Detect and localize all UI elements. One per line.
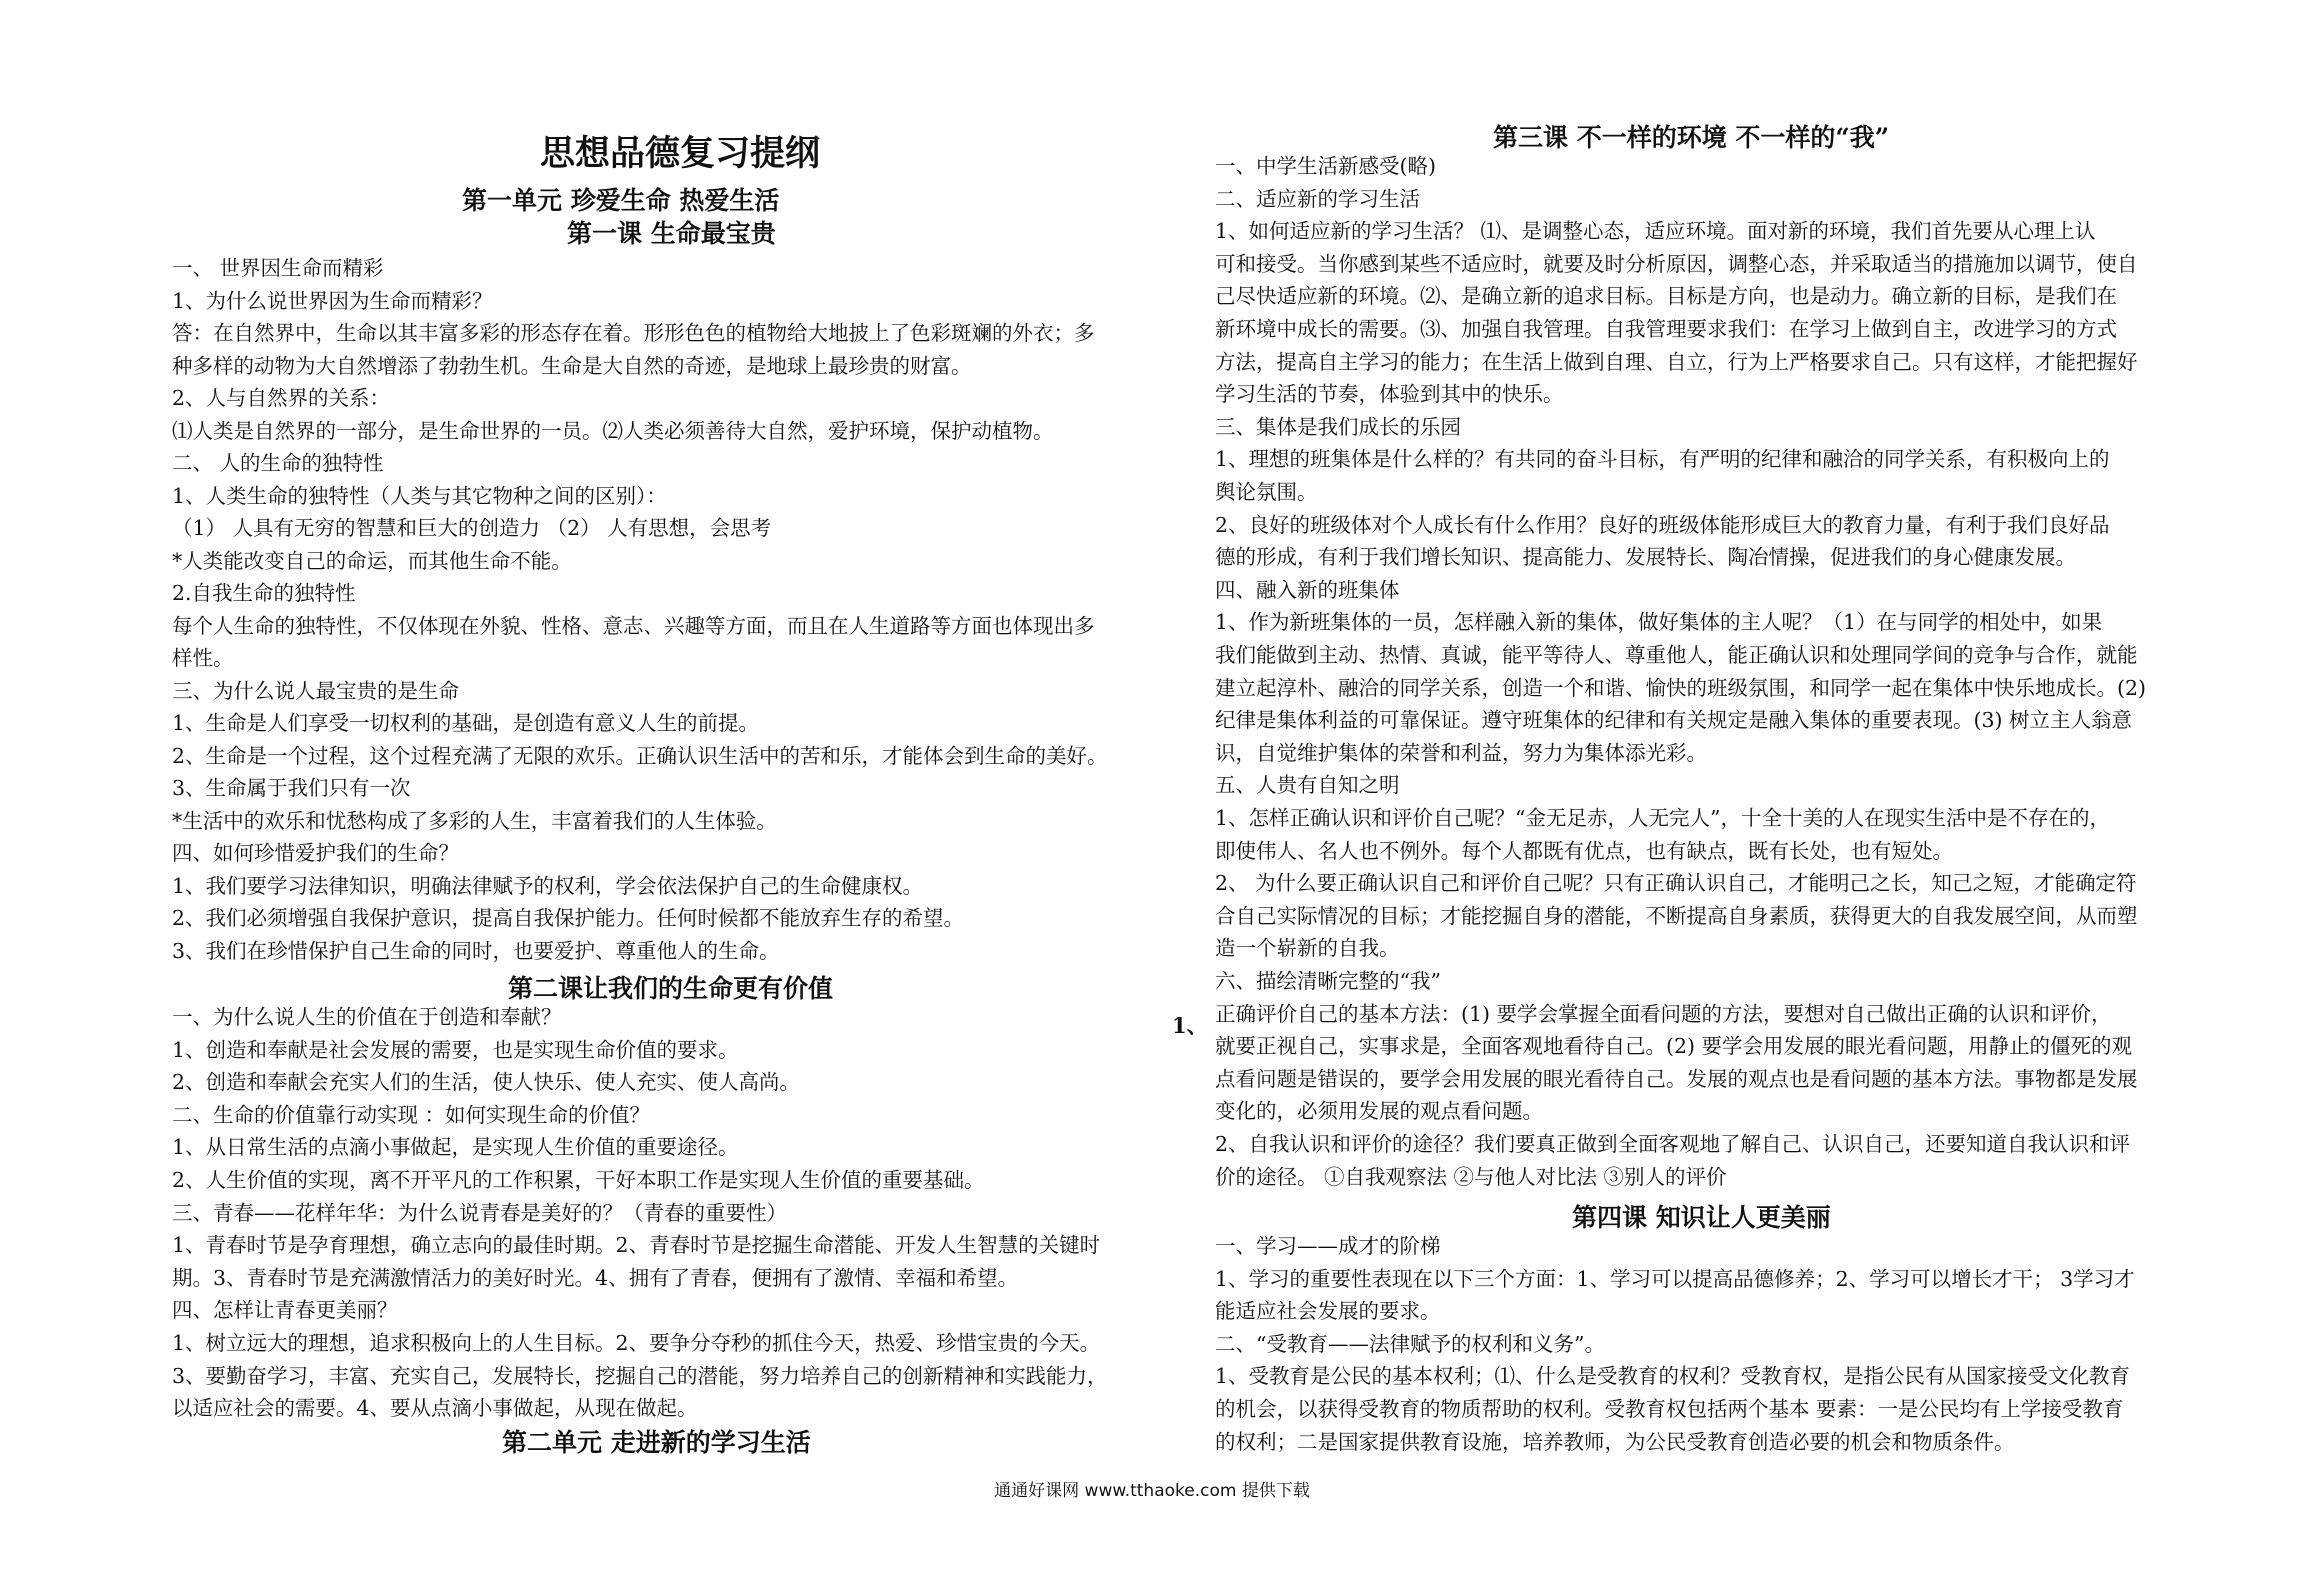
text-line: 舆论氛围。	[1215, 480, 1318, 504]
text-line: 三、青春——花样年华：为什么说青春是美好的？（青春的重要性）	[172, 1200, 787, 1225]
lesson4-heading: 第四课 知识让人更美丽	[1572, 1203, 1831, 1232]
text-line: 学习生活的节奏，体验到其中的快乐。	[1215, 382, 1564, 407]
text-line: 四、融入新的班集体	[1215, 577, 1400, 602]
text-line: 3、生命属于我们只有一次	[172, 776, 411, 800]
lesson3-heading: 第三课 不一样的环境 不一样的“我”	[1493, 123, 1890, 152]
text-line: （1） 人具有无穷的智慧和巨大的创造力 （2） 人有思想，会思考	[172, 516, 772, 540]
text-line: 一、学习——成才的阶梯	[1215, 1234, 1441, 1258]
text-line: 价的途径。 ①自我观察法 ②与他人对比法 ③别人的评价	[1215, 1164, 1727, 1189]
text-line: 1、怎样正确认识和评价自己呢？“金无足赤，人无完人”，十全十美的人在现实生活中是不存在的，	[1215, 806, 2111, 830]
text-line: 3、要勤奋学习，丰富、充实自己，发展特长，挖掘自己的潜能，努力培养自己的创新精神和实践能力，	[172, 1363, 1108, 1388]
unit2-heading: 第二单元 走进新的学习生活	[502, 1428, 811, 1457]
text-line: 1、青春时节是孕育理想，确立志向的最佳时期。2、青春时节是挖掘生命潜能、开发人生智慧的关键时	[172, 1233, 1101, 1258]
text-line: 2.自我生命的独特性	[172, 581, 356, 605]
text-line: 二、 人的生命的独特性	[172, 451, 384, 475]
text-line: *人类能改变自己的命运，而其他生命不能。	[172, 548, 572, 573]
text-line: 正确评价自己的基本方法：(1) 要学会掌握全面看问题的方法，要想对自己做出正确的认识和评价，	[1215, 1001, 2112, 1026]
text-line: 一、 世界因生命而精彩	[172, 256, 384, 280]
text-line: 2、人生价值的实现，离不开平凡的工作积累，干好本职工作是实现人生价值的重要基础。	[172, 1168, 985, 1192]
text-line: 2、生命是一个过程，这个过程充满了无限的欢乐。正确认识生活中的苦和乐，才能体会到生命的美好。	[172, 743, 1108, 768]
text-line: 1、理想的班集体是什么样的？有共同的奋斗目标，有严明的纪律和融洽的同学关系，有积极向上的	[1215, 447, 2110, 472]
text-line: 五、人贵有自知之明	[1215, 773, 1400, 798]
text-line: 三、为什么说人最宝贵的是生命	[172, 678, 459, 703]
text-line: 2、我们必须增强自我保护意识，提高自我保护能力。任何时候都不能放弃生存的希望。	[172, 906, 965, 930]
text-line: 答：在自然界中，生命以其丰富多彩的形态存在着。形形色色的植物给大地披上了色彩斑斓的外衣；多	[172, 321, 1095, 345]
list-bullet: 1、	[1172, 1013, 1208, 1038]
text-line: 建立起淳朴、融洽的同学关系，创造一个和谐、愉快的班级氛围，和同学一起在集体中快乐地成长。(2)	[1215, 675, 2147, 700]
text-line: 1、学习的重要性表现在以下三个方面：1、学习可以提高品德修养；2、学习可以增长才干； 3学习才	[1215, 1266, 2135, 1291]
lesson1-heading: 第一课 生命最宝贵	[567, 219, 776, 248]
text-line: 就要正视自己，实事求是，全面客观地看待自己。(2) 要学会用发展的眼光看问题，用静止的僵死的观	[1215, 1034, 2133, 1059]
text-line: 变化的，必须用发展的观点看问题。	[1215, 1099, 1543, 1124]
text-line: 1、如何适应新的学习生活？ ⑴、是调整心态，适应环境。面对新的环境，我们首先要从心理上认	[1215, 219, 2096, 244]
text-line: 样性。	[172, 646, 234, 670]
text-line: 一、为什么说人生的价值在于创造和奉献？	[172, 1005, 562, 1029]
text-line: 二、生命的价值靠行动实现 ：如何实现生命的价值？	[172, 1102, 651, 1127]
text-line: 种多样的动物为大自然增添了勃勃生机。生命是大自然的奇迹，是地球上最珍贵的财富。	[172, 353, 972, 378]
text-line: 我们能做到主动、热情、真诚，能平等待人、尊重他人，能正确认识和处理同学间的竞争与合作，就能	[1215, 643, 2138, 667]
text-line: 的权利；二是国家提供教育设施，培养教师，为公民受教育创造必要的机会和物质条件。	[1215, 1429, 2015, 1454]
lesson2-heading: 第二课让我们的生命更有价值	[508, 974, 834, 1003]
text-line: 造一个崭新的自我。	[1215, 936, 1400, 961]
text-line: 1、为什么说世界因为生命而精彩？	[172, 288, 493, 313]
text-line: 2、良好的班级体对个人成长有什么作用？良好的班级体能形成巨大的教育力量，有利于我们良好品	[1215, 512, 2110, 537]
text-line: 1、作为新班集体的一员，怎样融入新的集体，做好集体的主人呢？（1）在与同学的相处中，如果	[1215, 610, 2103, 635]
document-title: 思想品德复习提纲	[540, 133, 821, 174]
text-line: 1、从日常生活的点滴小事做起，是实现人生价值的重要途径。	[172, 1135, 739, 1160]
text-line: 期。3、青春时节是充满激情活力的美好时光。4、拥有了青春，便拥有了激情、幸福和希望。	[172, 1265, 1019, 1290]
text-line: 的机会，以获得受教育的物质帮助的权利。受教育权包括两个基本 要素：一是公民均有上学接受教育	[1215, 1397, 2124, 1421]
text-line: 1、我们要学习法律知识，明确法律赋予的权利，学会依法保护自己的生命健康权。	[172, 873, 924, 898]
unit1-heading: 第一单元 珍爱生命 热爱生活	[462, 186, 780, 215]
text-line: 二、“受教育——法律赋予的权利和义务”。	[1215, 1331, 1605, 1356]
text-line: 1、人类生命的独特性（人类与其它物种之间的区别）：	[172, 483, 667, 508]
text-line: 1、生命是人们享受一切权利的基础，是创造有意义人生的前提。	[172, 711, 760, 735]
text-line: 点看问题是错误的，要学会用发展的眼光看待自己。发展的观点也是看问题的基本方法。事物都是发展	[1215, 1066, 2138, 1091]
text-line: 以适应社会的需要。4、要从点滴小事做起，从现在做起。	[172, 1396, 698, 1421]
text-line: 四、怎样让青春更美丽？	[172, 1298, 398, 1323]
text-line: 2、创造和奉献会充实人们的生活，使人快乐、使人充实、使人高尚。	[172, 1070, 801, 1095]
text-line: 2、人与自然界的关系：	[172, 386, 391, 410]
text-line: 2、自我认识和评价的途径？我们要真正做到全面客观地了解自己、认识自己，还要知道自我认识和评	[1215, 1132, 2131, 1156]
text-line: 合自己实际情况的目标；才能挖掘自身的潜能，不断提高自身素质，获得更大的自我发展空间，从而塑	[1215, 903, 2138, 928]
text-line: 识，自觉维护集体的荣誉和利益，努力为集体添光彩。	[1215, 740, 1707, 765]
text-line: 新环境中成长的需要。⑶、加强自我管理。自我管理要求我们：在学习上做到自主，改进学习的方式	[1215, 317, 2117, 341]
text-line: 能适应社会发展的要求。	[1215, 1299, 1441, 1324]
text-line: 四、如何珍惜爱护我们的生命？	[172, 841, 459, 865]
text-line: 2、 为什么要正确认识自己和评价自己呢？只有正确认识自己，才能明己之长，知己之短，才能确定符	[1215, 871, 2137, 896]
text-line: 己尽快适应新的环境。⑵、是确立新的追求目标。目标是方向，也是动力。确立新的目标，是我们在	[1215, 284, 2117, 309]
text-line: 1、受教育是公民的基本权利；⑴、什么是受教育的权利？受教育权，是指公民有从国家接受文化教育	[1215, 1364, 2131, 1389]
text-line: 1、树立远大的理想，追求积极向上的人生目标。2、要争分夺秒的抓住今天，热爱、珍惜宝贵的今天。	[172, 1331, 1101, 1355]
text-line: *生活中的欢乐和忧愁构成了多彩的人生，丰富着我们的人生体验。	[172, 808, 777, 833]
text-line: 每个人生命的独特性，不仅体现在外貌、性格、意志、兴趣等方面，而且在人生道路等方面也体现出多	[172, 613, 1095, 638]
text-line: 3、我们在珍惜保护自己生命的同时，也要爱护、尊重他人的生命。	[172, 938, 780, 963]
text-line: 德的形成，有利于我们增长知识、提高能力、发展特长、陶冶情操，促进我们的身心健康发展。	[1215, 545, 2076, 570]
text-line: 六、描绘清晰完整的“我”	[1215, 969, 1441, 993]
text-line: 二、适应新的学习生活	[1215, 186, 1420, 211]
text-line: 纪律是集体利益的可靠保证。遵守班集体的纪律和有关规定是融入集体的重要表现。(3) 树立主人翁意	[1215, 708, 2133, 733]
footer-source: 通通好课网 www.tthaoke.com 提供下载	[994, 1481, 1310, 1501]
text-line: 可和接受。当你感到某些不适应时，就要及时分析原因，调整心态，并采取适当的措施加以调节，使自	[1215, 251, 2138, 276]
text-line: 一、中学生活新感受(略)	[1215, 154, 1436, 178]
text-line: ⑴人类是自然界的一部分，是生命世界的一员。⑵人类必须善待大自然，爱护环境，保护动植物。	[172, 418, 1054, 443]
text-line: 方法，提高自主学习的能力；在生活上做到自理、自立，行为上严格要求自己。只有这样，才能把握好	[1215, 349, 2138, 374]
text-line: 1、创造和奉献是社会发展的需要，也是实现生命价值的要求。	[172, 1037, 739, 1062]
text-line: 即使伟人、名人也不例外。每个人都既有优点，也有缺点，既有长处，也有短处。	[1215, 838, 1953, 863]
text-line: 三、集体是我们成长的乐园	[1215, 414, 1461, 439]
